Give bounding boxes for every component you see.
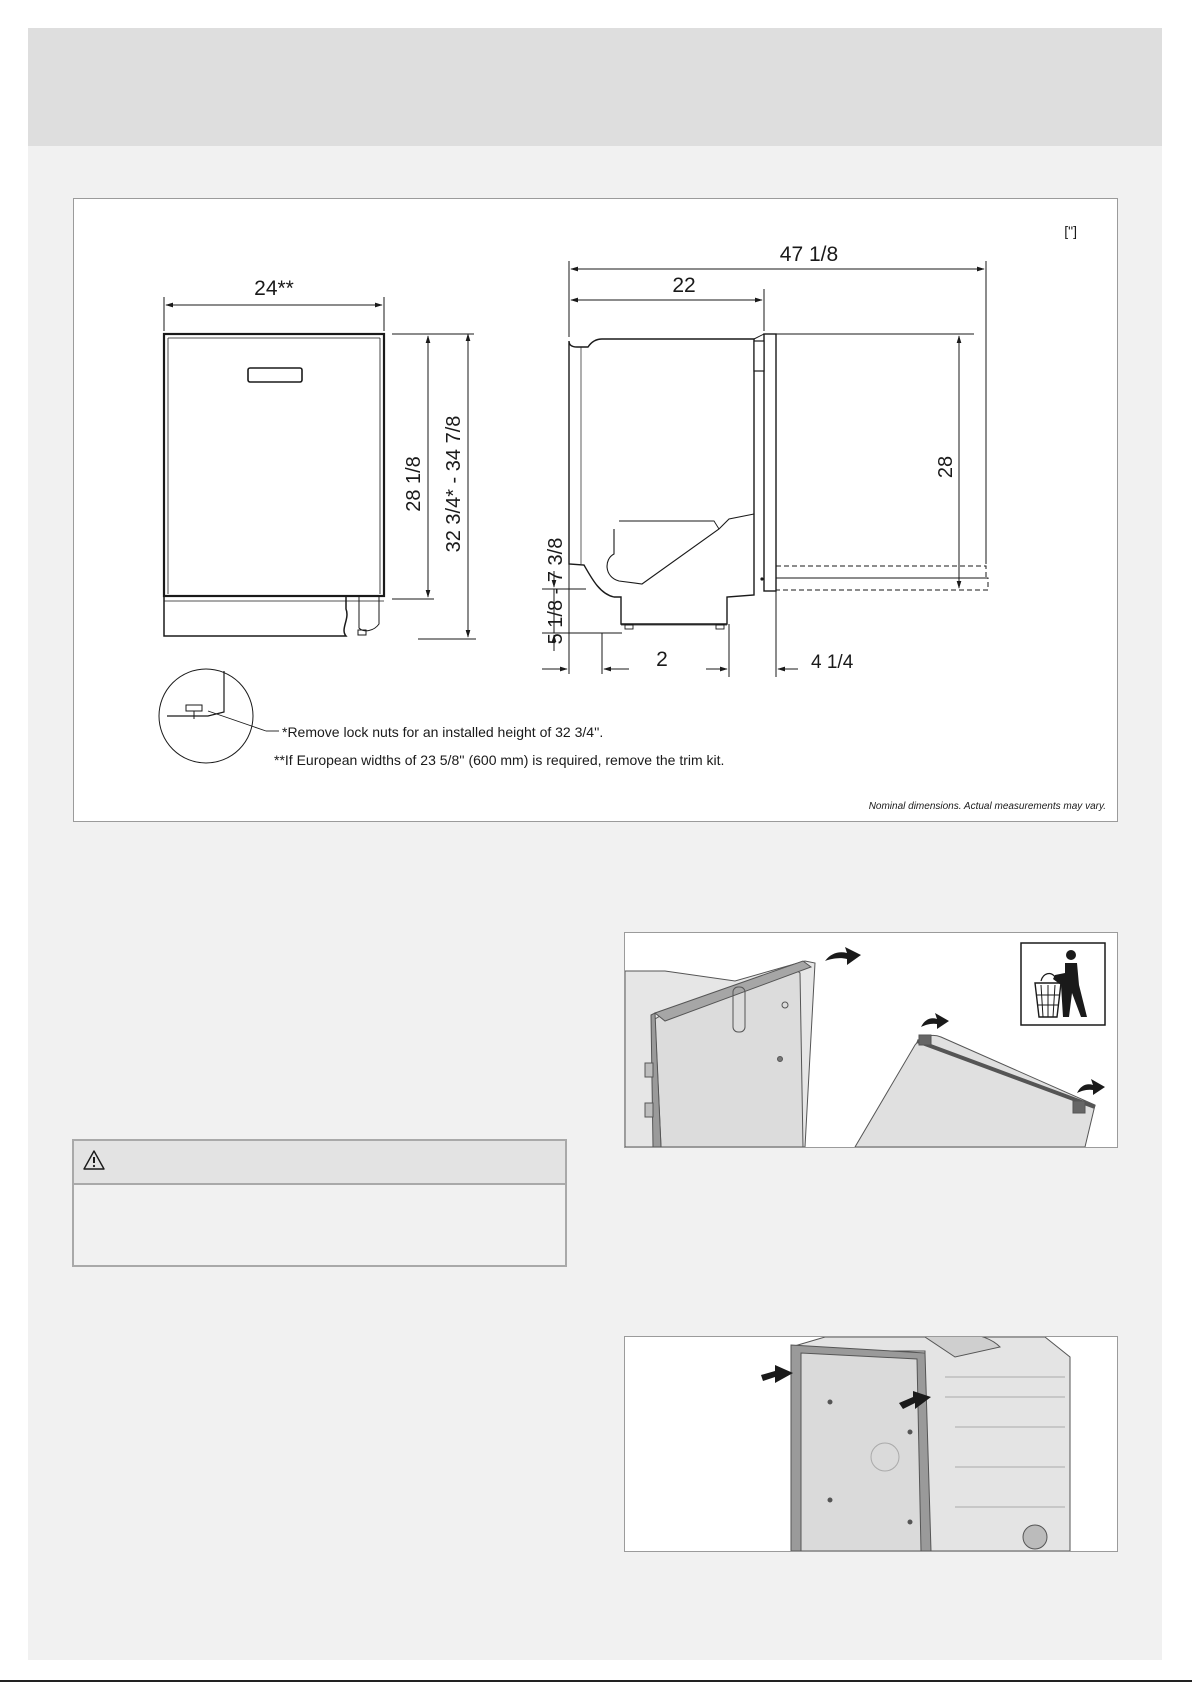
trim-removal-illustration [624,932,1118,1148]
unit-mark: ["] [1064,223,1077,239]
side-depth-label: 22 [672,274,696,297]
lock-nut-detail [159,669,279,763]
side-plinth-label: 5 1/8 - 7 3/8 [545,537,567,645]
trash-disposal-icon [1021,943,1105,1025]
side-door-gap-label: 4 1/4 [811,652,854,673]
side-foot-offset-label: 2 [656,648,668,671]
dimension-diagram-panel [73,198,1118,822]
front-width-label: 24** [254,277,294,300]
warning-triangle-icon [82,1149,106,1176]
header-band [28,28,1162,146]
front-view [164,334,384,636]
dimension-diagram [74,199,1119,823]
caution-box [72,1139,567,1267]
trim-install-illustration [624,1336,1118,1552]
note-lock-nuts: *Remove lock nuts for an installed height of 32 3/4''. [282,724,604,740]
side-total-depth-label: 47 1/8 [779,243,839,266]
front-total-height-label: 32 3/4* - 34 7/8 [443,415,465,553]
note-european: **If European widths of 23 5/8'' (600 mm) is required, remove the trim kit. [274,752,725,768]
side-door-height-label: 28 [935,455,957,479]
front-inner-height-label: 28 1/8 [403,456,425,512]
side-view [569,334,776,629]
page-bottom-rule [0,1680,1192,1682]
disclaimer: Nominal dimensions. Actual measurements may vary. [868,801,1106,812]
side-door-open-outline [776,566,988,590]
page [28,28,1162,1660]
caution-header [74,1141,565,1185]
